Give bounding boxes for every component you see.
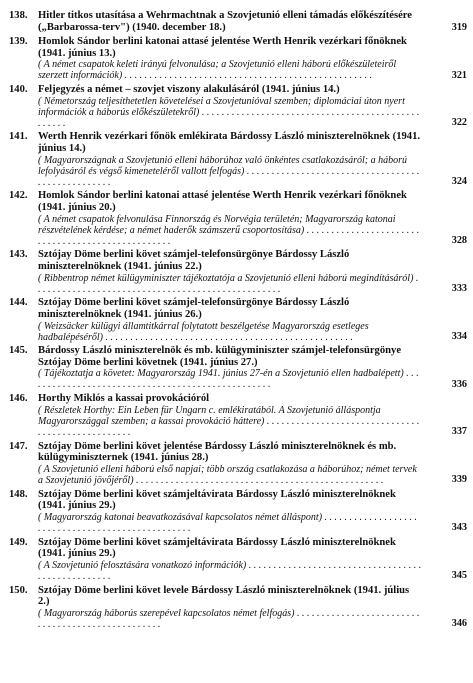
entry-title bbox=[38, 393, 422, 405]
page-number: 334 bbox=[439, 331, 467, 343]
entry-title-text: Bárdossy László miniszterelnök és mb. külügyminiszter számjel-telefonsürgönye Sztójay Döme berlini követnek (1941. június 27.) bbox=[38, 345, 402, 368]
entry-summary-text: ( Magyarország háborús szerepével kapcsolatos német felfogás) . . . bbox=[38, 608, 419, 630]
entry-title-text: Sztójay Döme berlini követ levele Bárdossy László miniszterelnöknek (1941. július 2.) bbox=[38, 584, 410, 608]
page-number: 346 bbox=[439, 618, 467, 630]
entry-title-text: Sztójay Döme berlini követ számjel-telefonsürgönye Bárdossy László miniszterelnöknek (1941. június 22.) bbox=[38, 249, 350, 272]
page-number: 336 bbox=[439, 379, 467, 391]
entry-number: 142. bbox=[9, 190, 28, 202]
entry-number: 144. bbox=[9, 297, 28, 309]
entry-summary-text: ( Részletek Horthy: Ein Leben für Ungarn c. emlékiratából. A Szovjetunió álláspontja Magyarországgal szemben; a kassai provokáció háttere) . . . bbox=[38, 405, 419, 438]
entry-summary-text: ( A német csapatok felvonulása Finnország és Norvégia területén; Magyarország katonai részvételének kérdése; a német haderők számszerű csoportosítása) . . . bbox=[38, 214, 419, 247]
page-number: 343 bbox=[439, 522, 467, 534]
entry-summary bbox=[38, 464, 422, 486]
entry-body bbox=[38, 249, 422, 294]
entry-title bbox=[38, 36, 422, 59]
entry-title-text: Werth Henrik vezérkari főnök emlékirata Bárdossy László miniszterelnöknek (1941. június 14.) bbox=[38, 131, 421, 154]
entry-body bbox=[38, 10, 422, 33]
entry-number: 139. bbox=[9, 35, 28, 47]
toc-entry bbox=[0, 297, 473, 342]
entry-summary bbox=[38, 608, 422, 630]
page-number: 321 bbox=[439, 70, 467, 82]
entry-body bbox=[38, 585, 422, 630]
entry-summary bbox=[38, 155, 422, 188]
entry-title-text: Homlok Sándor berlini katonai attasé jelentése Werth Henrik vezérkari főnöknek (1941. június 20.) bbox=[38, 190, 407, 213]
entry-summary-text: ( Magyarországnak a Szovjetunió elleni háborúhoz való önkéntes csatlakozásáról; a háború lefolyásáról és végső kimeneteléről vallott felfogás) . . . bbox=[38, 155, 419, 188]
entry-title-text: Sztójay Döme berlini követ számjeltávirata Bárdossy László miniszterelnöknek (1941. június 29.) bbox=[38, 536, 396, 560]
toc-entry bbox=[0, 190, 473, 246]
entry-body bbox=[38, 441, 422, 486]
entry-title-text: Hitler titkos utasítása a Wehrmachtnak a Szovjetunió elleni támadás előkészítésére („Barbarossa-terv") (1940. december 18.) bbox=[38, 10, 412, 33]
entry-body bbox=[38, 190, 422, 246]
toc-entry bbox=[0, 585, 473, 630]
entry-body bbox=[38, 131, 422, 187]
entry-summary-text: ( Németország teljesíthetetlen követelései a Szovjetunióval szemben; diplomáciai úton nyert információk a háborús előkészületekről) . . . bbox=[38, 96, 419, 129]
entry-title bbox=[38, 585, 422, 608]
entry-title-text: Sztójay Döme berlini követ jelentése Bárdossy László miniszterelnöknek és mb. külügyminiszternek (1941. június 28.) bbox=[38, 440, 397, 464]
entry-summary bbox=[38, 59, 422, 81]
entry-summary-text: ( Weizsäcker külügyi államtitkárral folytatott beszélgetése Magyarország esetleges hadbalépéséről) . . . bbox=[38, 321, 369, 343]
entry-summary-text: ( A Szovjetunió elleni háború első napjai; több ország csatlakozása a háborúhoz; német tervek a Szovjetunió jövőjéről) . . . bbox=[38, 464, 417, 486]
entry-body bbox=[38, 537, 422, 582]
entry-summary bbox=[38, 273, 422, 295]
toc-entry bbox=[0, 345, 473, 390]
toc-entry bbox=[0, 36, 473, 81]
entry-number: 138. bbox=[9, 10, 28, 21]
entry-body bbox=[38, 297, 422, 342]
page-number: 333 bbox=[439, 283, 467, 295]
entry-summary bbox=[38, 560, 422, 582]
entry-title bbox=[38, 297, 422, 320]
entry-summary bbox=[38, 368, 422, 390]
entry-title-text: Feljegyzés a német – szovjet viszony alakulásáról (1941. június 14.) bbox=[38, 83, 340, 95]
entry-body bbox=[38, 345, 422, 390]
entry-title-text: Sztójay Döme berlini követ számjel-telefonsürgönye Bárdossy László miniszterelnöknek (1941. június 26.) bbox=[38, 297, 350, 320]
entry-summary-text: ( Magyarország katonai beavatkozásával kapcsolatos német álláspont) . . . bbox=[38, 512, 417, 534]
entry-title-text: Sztójay Döme berlini követ számjeltávirata Bárdossy László miniszterelnöknek (1941. június 29.) bbox=[38, 488, 396, 512]
toc-entry bbox=[0, 489, 473, 534]
entry-body bbox=[38, 393, 422, 438]
entry-summary-text: ( Tájékoztatja a követet: Magyarország 1941. június 27-én a Szovjetunió ellen hadbalépett) . . . bbox=[38, 368, 419, 390]
page-number: 319 bbox=[439, 22, 467, 34]
page-number: 339 bbox=[439, 474, 467, 486]
toc-entry bbox=[0, 249, 473, 294]
entry-title bbox=[38, 537, 422, 560]
entry-summary-text: ( Ribbentrop német külügyminiszter tájékoztatója a Szovjetunió elleni háború megindításáról) . . . bbox=[38, 273, 418, 295]
entry-summary bbox=[38, 321, 422, 343]
entry-title-text: Homlok Sándor berlini katonai attasé jelentése Werth Henrik vezérkari főnöknek (1941. június 13.) bbox=[38, 35, 407, 59]
entry-title bbox=[38, 131, 422, 154]
entry-number: 148. bbox=[9, 488, 28, 500]
entry-summary bbox=[38, 512, 422, 534]
entry-summary-text: ( A német csapatok keleti irányú felvonulása; a Szovjetunió elleni háború előkészületeiről szerzett információk) . . . bbox=[38, 59, 396, 81]
entry-title bbox=[38, 10, 422, 33]
page-number: 322 bbox=[439, 117, 467, 129]
entry-summary-text: ( A Szovjetunió felosztására vonatkozó információk) . . . bbox=[38, 560, 421, 582]
entry-body bbox=[38, 84, 422, 129]
toc-entry bbox=[0, 10, 473, 33]
entry-title bbox=[38, 345, 422, 368]
toc-entry bbox=[0, 537, 473, 582]
entry-number: 141. bbox=[9, 131, 28, 143]
toc-entry bbox=[0, 441, 473, 486]
entry-title bbox=[38, 441, 422, 464]
entry-body bbox=[38, 489, 422, 534]
entry-summary bbox=[38, 96, 422, 129]
entry-number: 140. bbox=[9, 83, 28, 95]
entry-number: 147. bbox=[9, 440, 28, 452]
entry-number: 143. bbox=[9, 249, 28, 261]
entry-number: 149. bbox=[9, 536, 28, 548]
entry-number: 150. bbox=[9, 584, 28, 596]
entry-title bbox=[38, 249, 422, 272]
toc-entries bbox=[0, 10, 473, 633]
toc-entry bbox=[0, 131, 473, 187]
page-number: 324 bbox=[439, 176, 467, 188]
entry-title bbox=[38, 84, 422, 96]
page-number: 337 bbox=[439, 426, 467, 438]
entry-summary bbox=[38, 405, 422, 438]
entry-number: 145. bbox=[9, 345, 28, 357]
entry-body bbox=[38, 36, 422, 81]
page-number: 345 bbox=[439, 570, 467, 582]
page-number: 328 bbox=[439, 235, 467, 247]
entry-summary bbox=[38, 214, 422, 247]
toc-entry bbox=[0, 393, 473, 438]
entry-number: 146. bbox=[9, 393, 28, 405]
toc-entry bbox=[0, 84, 473, 129]
entry-title-text: Horthy Miklós a kassai provokációról bbox=[38, 393, 210, 405]
entry-title bbox=[38, 489, 422, 512]
entry-title bbox=[38, 190, 422, 213]
